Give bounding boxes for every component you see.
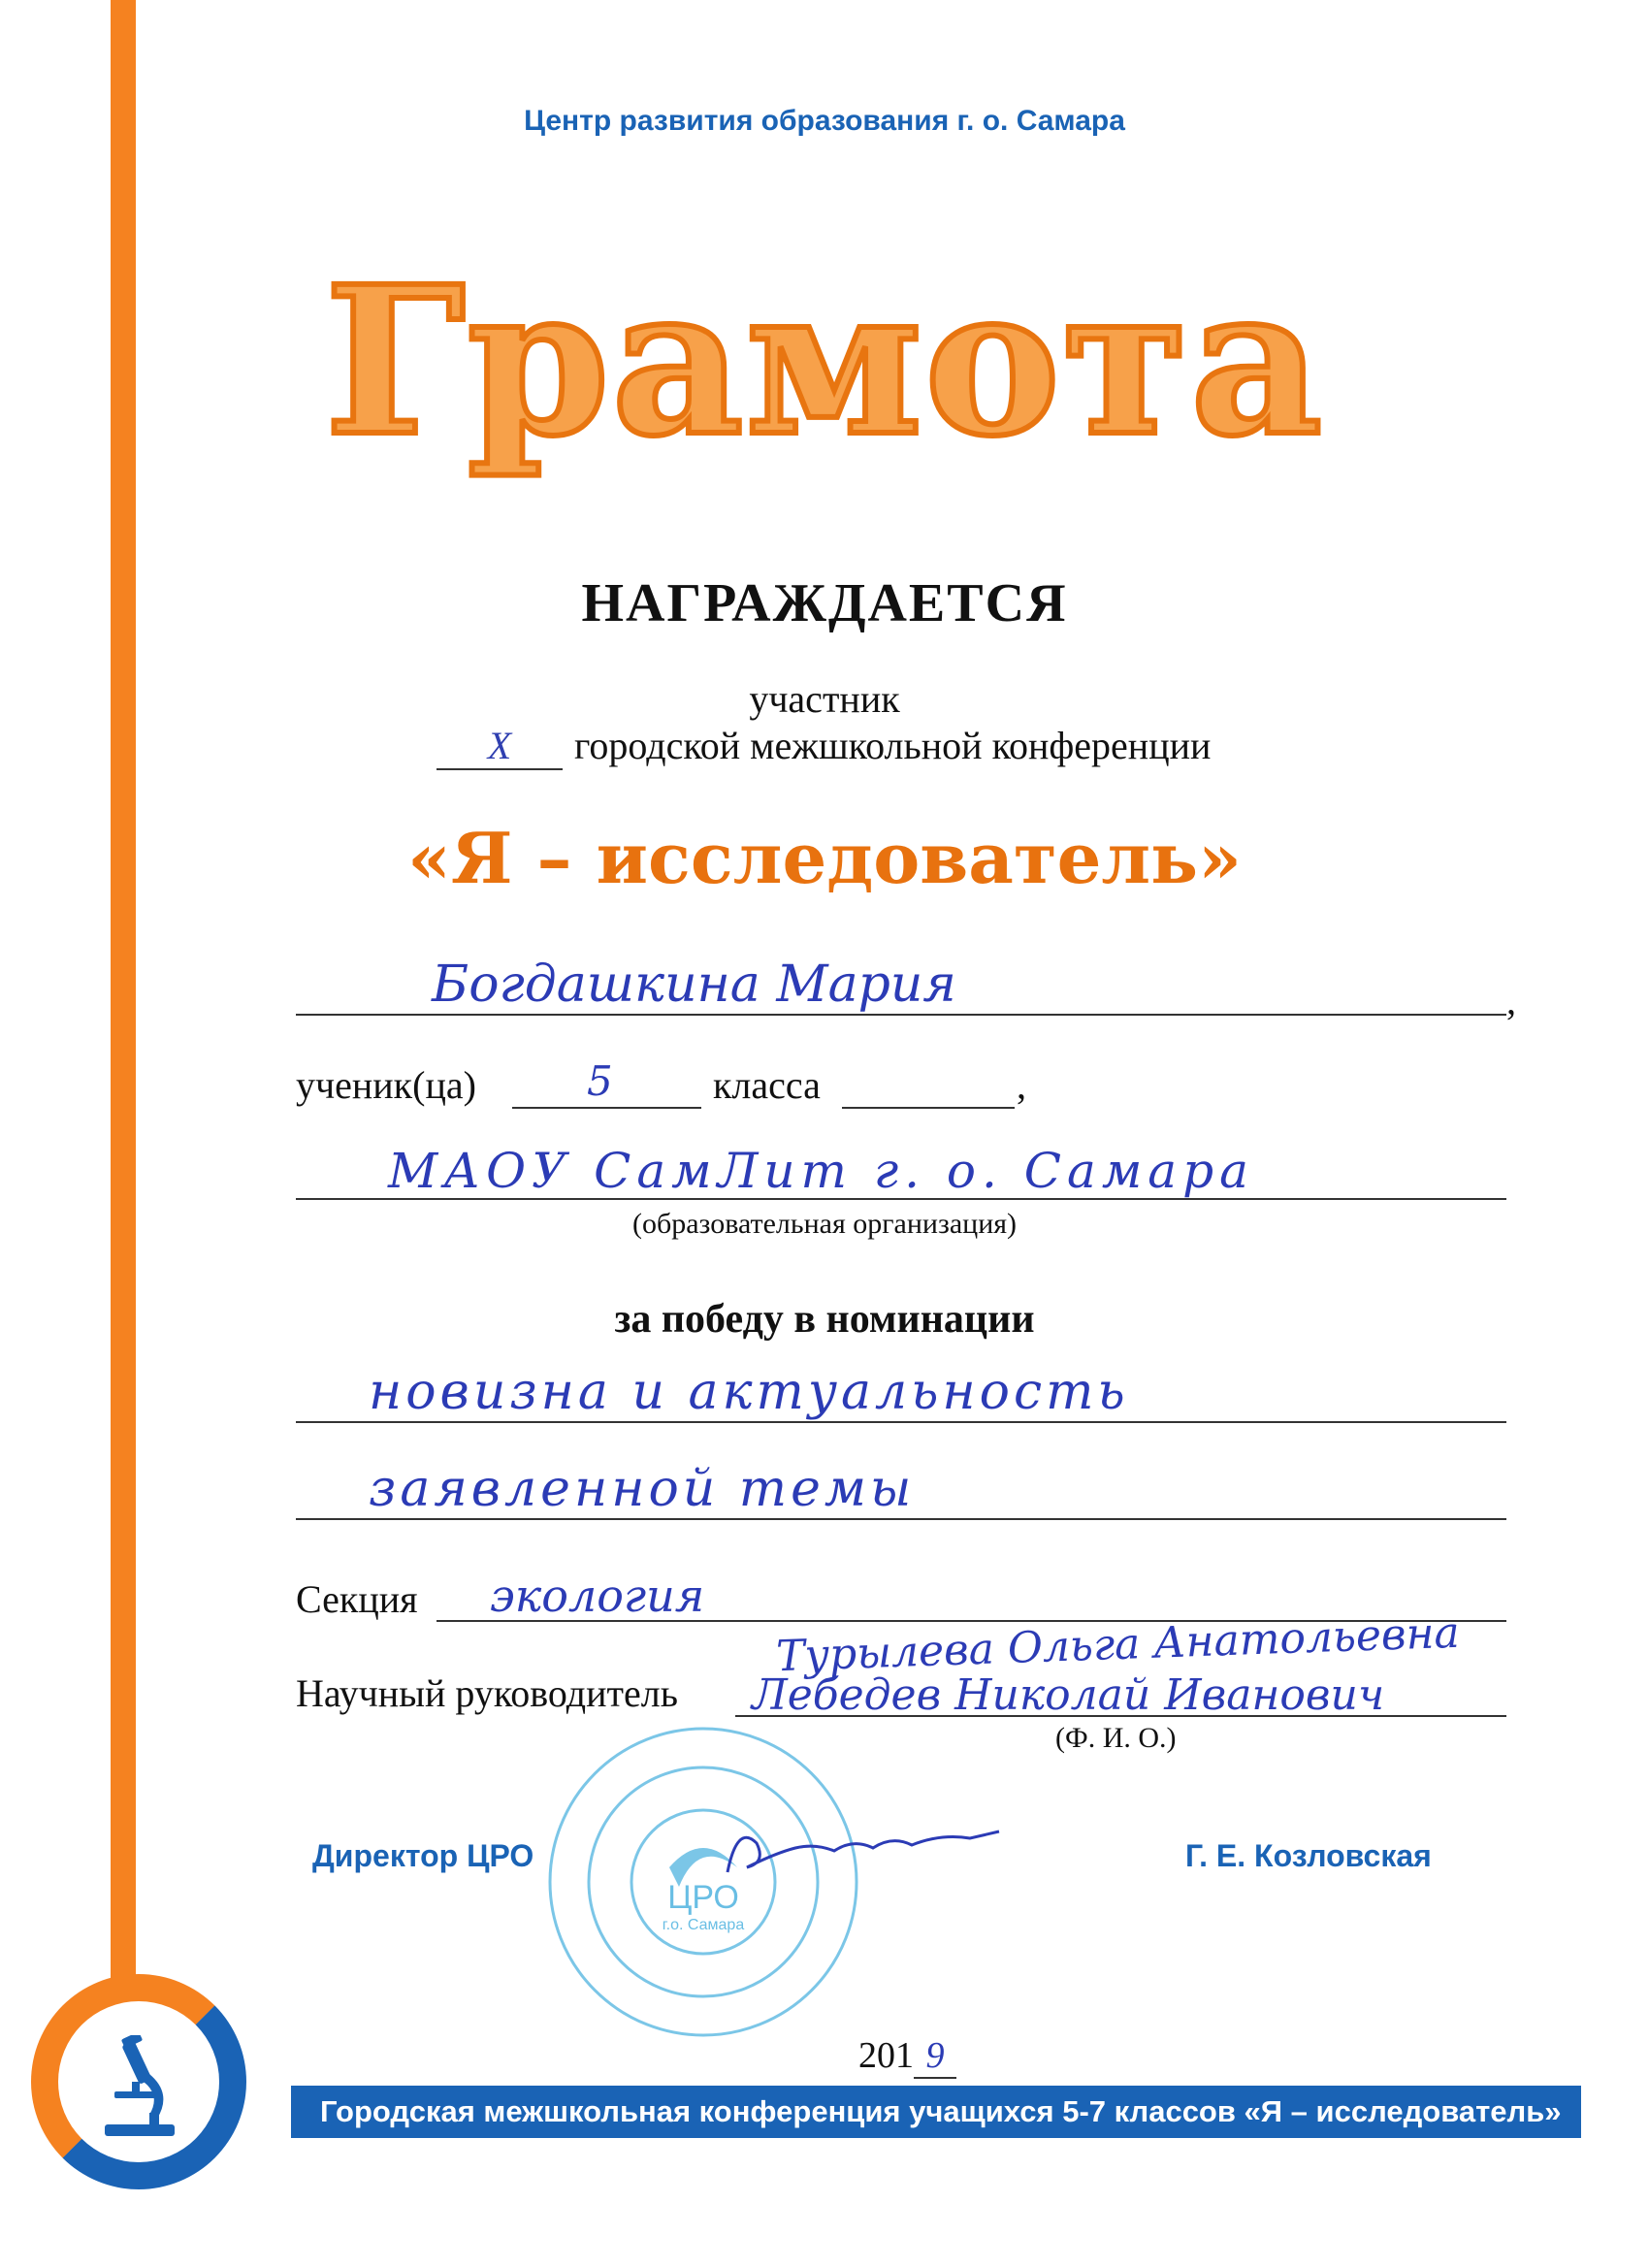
conference-number: X bbox=[436, 723, 563, 770]
stamp-sub-text: г.о. Самара bbox=[662, 1917, 745, 1933]
document-title: Грамота bbox=[324, 242, 1325, 481]
footer-text: Городская межшкольная конференция учащихся 5-7 классов «Я – исследователь» bbox=[320, 2094, 1562, 2128]
year-prefix: 201 bbox=[858, 2035, 914, 2076]
director-signature bbox=[718, 1814, 1009, 1892]
grade-line bbox=[512, 1107, 701, 1109]
section-value: экология bbox=[490, 1570, 705, 1622]
microscope-icon bbox=[93, 2035, 186, 2142]
student-name: Богдашкина Мария bbox=[432, 956, 956, 1014]
director-label: Директор ЦРО bbox=[312, 1838, 534, 1873]
school-name: МАОУ СамЛит г. о. Самара bbox=[388, 1143, 1254, 1199]
director-name: Г. Е. Козловская bbox=[1185, 1838, 1432, 1873]
conference-name: «Я – исследователь» bbox=[406, 817, 1243, 899]
section-label: Секция bbox=[296, 1577, 418, 1621]
conference-text: городской межшкольной конференции bbox=[574, 724, 1212, 767]
supervisor-name-1: Турылева Ольга Анатольевна bbox=[775, 1607, 1461, 1682]
nomination-line-1 bbox=[296, 1421, 1506, 1423]
nomination-text-1: новизна и актуальность bbox=[369, 1363, 1129, 1421]
supervisor-label: Научный руководитель bbox=[296, 1671, 678, 1715]
stamp-center-text: ЦРО bbox=[667, 1879, 739, 1916]
supervisor-name-2: Лебедев Николай Иванович bbox=[752, 1670, 1385, 1720]
class-label: класса bbox=[713, 1063, 821, 1107]
nomination-line-2 bbox=[296, 1518, 1506, 1520]
conference-line bbox=[436, 723, 1211, 770]
nomination-text-2: заявленной темы bbox=[369, 1460, 916, 1518]
grade-value: 5 bbox=[587, 1057, 613, 1105]
grade-label: ученик(ца) bbox=[296, 1063, 476, 1107]
class-comma: , bbox=[1017, 1063, 1026, 1107]
awarded-heading: НАГРАЖДАЕТСЯ bbox=[581, 573, 1068, 633]
participant-label: участник bbox=[749, 677, 900, 721]
supervisor-caption: (Ф. И. О.) bbox=[1055, 1722, 1177, 1754]
class-line bbox=[842, 1107, 1015, 1109]
year-digit: 9 bbox=[914, 2034, 956, 2079]
year bbox=[858, 2034, 956, 2079]
nomination-heading: за победу в номинации bbox=[614, 1297, 1035, 1342]
organization-header: Центр развития образования г. о. Самара bbox=[524, 105, 1125, 137]
student-name-line bbox=[296, 1014, 1506, 1016]
school-caption: (образовательная организация) bbox=[631, 1208, 1018, 1240]
student-name-comma: , bbox=[1506, 979, 1516, 1022]
